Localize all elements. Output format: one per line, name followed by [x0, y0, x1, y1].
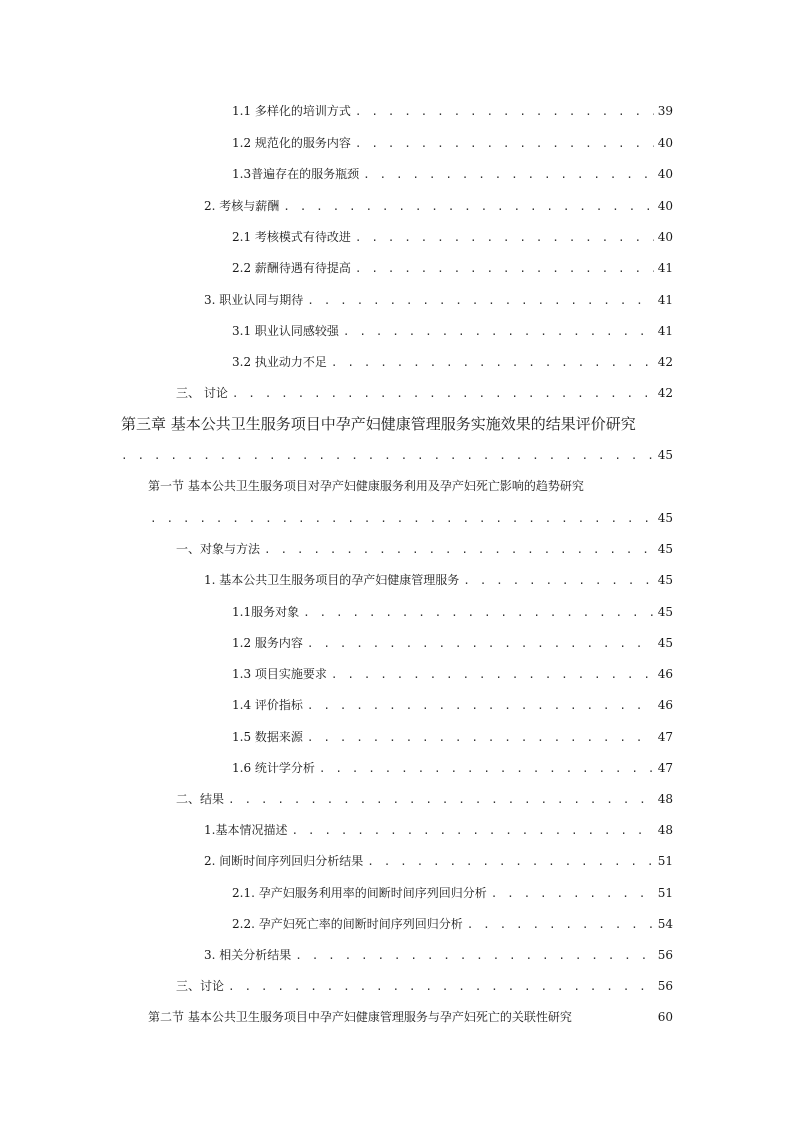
dot-leader: [331, 667, 654, 683]
toc-entry[interactable]: [204, 822, 673, 839]
toc-page-number: 47: [657, 761, 673, 775]
toc-page-number: 40: [657, 136, 673, 150]
dot-leader: [331, 355, 654, 371]
dot-leader: [264, 542, 654, 558]
dot-leader: [343, 324, 654, 340]
toc-page-number: 45: [657, 542, 673, 556]
toc-entry-label: 1.2 服务内容: [232, 636, 303, 650]
toc-page-number: 41: [657, 293, 673, 307]
toc-entry-label: 1.5 数据来源: [232, 730, 303, 744]
dot-leader: [491, 886, 654, 902]
toc-entry-label: 2.1. 孕产妇服务利用率的间断时间序列回归分析: [232, 886, 487, 900]
toc-entry[interactable]: [204, 292, 673, 309]
toc-page-number: 40: [657, 230, 673, 244]
toc-page-number: 48: [657, 792, 673, 806]
toc-entry[interactable]: [232, 697, 673, 714]
toc-page-number: 45: [657, 511, 673, 525]
toc-entry[interactable]: [204, 853, 673, 870]
toc-entry[interactable]: [232, 635, 673, 652]
toc-page-number: 45: [657, 573, 673, 587]
toc-entry[interactable]: [232, 885, 673, 902]
dot-leader: [355, 230, 654, 246]
toc-page-number: 40: [657, 167, 673, 181]
toc-entry[interactable]: [204, 198, 673, 215]
section-leader-line[interactable]: [150, 510, 673, 527]
toc-entry[interactable]: [232, 229, 673, 246]
toc-page-number: 54: [657, 917, 673, 931]
toc-entry-label: 二、结果: [176, 792, 225, 806]
dot-leader: [463, 573, 653, 589]
toc-page-number: 47: [657, 730, 673, 744]
toc-page-number: 51: [657, 854, 673, 868]
dot-leader: [307, 698, 654, 714]
toc-entry[interactable]: [232, 354, 673, 371]
dot-leader: [363, 167, 654, 183]
dot-leader: [307, 730, 654, 746]
toc-entry[interactable]: [232, 916, 673, 933]
toc-entry-label: 1.3普遍存在的服务瓶颈: [232, 167, 360, 181]
toc-page-number: 51: [657, 886, 673, 900]
toc-entry[interactable]: [232, 666, 673, 683]
toc-entry-label: 3. 相关分析结果: [204, 948, 292, 962]
toc-page-number: 46: [657, 667, 673, 681]
dot-leader: [283, 199, 653, 215]
toc-entry[interactable]: [232, 260, 673, 277]
toc-entry-label: 3. 职业认同与期待: [204, 293, 304, 307]
toc-entry-label: 2.1 考核模式有待改进: [232, 230, 351, 244]
dot-leader: [291, 823, 653, 839]
toc-entry-label: 3.1 职业认同感较强: [232, 324, 339, 338]
toc-entry-label: 1.1服务对象: [232, 605, 300, 619]
chapter-title[interactable]: 第三章 基本公共卫生服务项目中孕产妇健康管理服务实施效果的结果评价研究: [121, 415, 636, 433]
toc-entry-label: 1.3 项目实施要求: [232, 667, 327, 681]
toc-page-number: 60: [657, 1010, 673, 1024]
toc-page-number: 56: [657, 979, 673, 993]
toc-entry[interactable]: [232, 166, 673, 183]
toc-page-number: 39: [657, 104, 673, 118]
dot-leader: [228, 979, 654, 995]
toc-entry-label: 1.基本情况描述: [204, 823, 288, 837]
toc-entry-label: 1.2 规范化的服务内容: [232, 136, 351, 150]
chapter-leader-line[interactable]: [121, 447, 673, 464]
toc-entry-label: 3.2 执业动力不足: [232, 355, 327, 369]
toc-entry-label: 一、对象与方法: [176, 542, 261, 556]
toc-entry-label: 2. 间断时间序列回归分析结果: [204, 854, 364, 868]
section-title: 第二节 基本公共卫生服务项目中孕产妇健康管理服务与孕产妇死亡的关联性研究: [148, 1010, 572, 1024]
toc-page-number: 42: [657, 386, 673, 400]
toc-entry[interactable]: [204, 572, 673, 589]
toc-page-number: 56: [657, 948, 673, 962]
toc-entry-label: 1.1 多样化的培训方式: [232, 104, 351, 118]
section-entry[interactable]: [148, 1009, 673, 1025]
dot-leader: [307, 293, 653, 309]
dot-leader: [232, 386, 654, 402]
section-title[interactable]: 第一节 基本公共卫生服务项目对孕产妇健康服务利用及孕产妇死亡影响的趋势研究: [148, 479, 584, 493]
toc-page-number: 46: [657, 698, 673, 712]
toc-entry-label: 三、讨论: [176, 979, 225, 993]
toc-entry-label: 2.2. 孕产妇死亡率的间断时间序列回归分析: [232, 917, 463, 931]
dot-leader: [355, 136, 654, 152]
toc-entry-label: 三、 讨论: [176, 386, 228, 400]
dot-leader: [355, 261, 654, 277]
toc-page-number: 45: [657, 605, 673, 619]
toc-entry[interactable]: [176, 385, 673, 402]
toc-entry-label: 1.6 统计学分析: [232, 761, 315, 775]
dot-leader: [307, 636, 654, 652]
dot-leader: [355, 104, 654, 120]
toc-entry-label: 2.2 薪酬待遇有待提高: [232, 261, 351, 275]
toc-page-number: 45: [657, 448, 673, 462]
toc-page-number: 42: [657, 355, 673, 369]
toc-entry[interactable]: [204, 947, 673, 964]
dot-leader: [121, 448, 654, 464]
toc-entry[interactable]: [176, 978, 673, 995]
dot-leader: [319, 761, 654, 777]
toc-entry-label: 1. 基本公共卫生服务项目的孕产妇健康管理服务: [204, 573, 460, 587]
toc-page-number: 40: [657, 199, 673, 213]
toc-page-number: 48: [657, 823, 673, 837]
toc-entry[interactable]: [232, 729, 673, 746]
toc-page-number: 41: [657, 324, 673, 338]
toc-entry[interactable]: [232, 323, 673, 340]
toc-entry[interactable]: [176, 791, 673, 808]
toc-entry-label: 2. 考核与薪酬: [204, 199, 280, 213]
toc-entry[interactable]: [232, 103, 673, 120]
dot-leader: [303, 605, 654, 621]
dot-leader: [295, 948, 653, 964]
toc-entry[interactable]: [232, 604, 673, 621]
dot-leader: [467, 917, 654, 933]
toc-page-number: 41: [657, 261, 673, 275]
dot-leader: [150, 511, 654, 527]
dot-leader: [367, 854, 653, 870]
toc-entry[interactable]: [232, 760, 673, 777]
dot-leader: [228, 792, 654, 808]
toc-entry[interactable]: [176, 541, 673, 558]
toc-entry-label: 1.4 评价指标: [232, 698, 303, 712]
toc-entry[interactable]: [232, 135, 673, 152]
toc-page-number: 45: [657, 636, 673, 650]
